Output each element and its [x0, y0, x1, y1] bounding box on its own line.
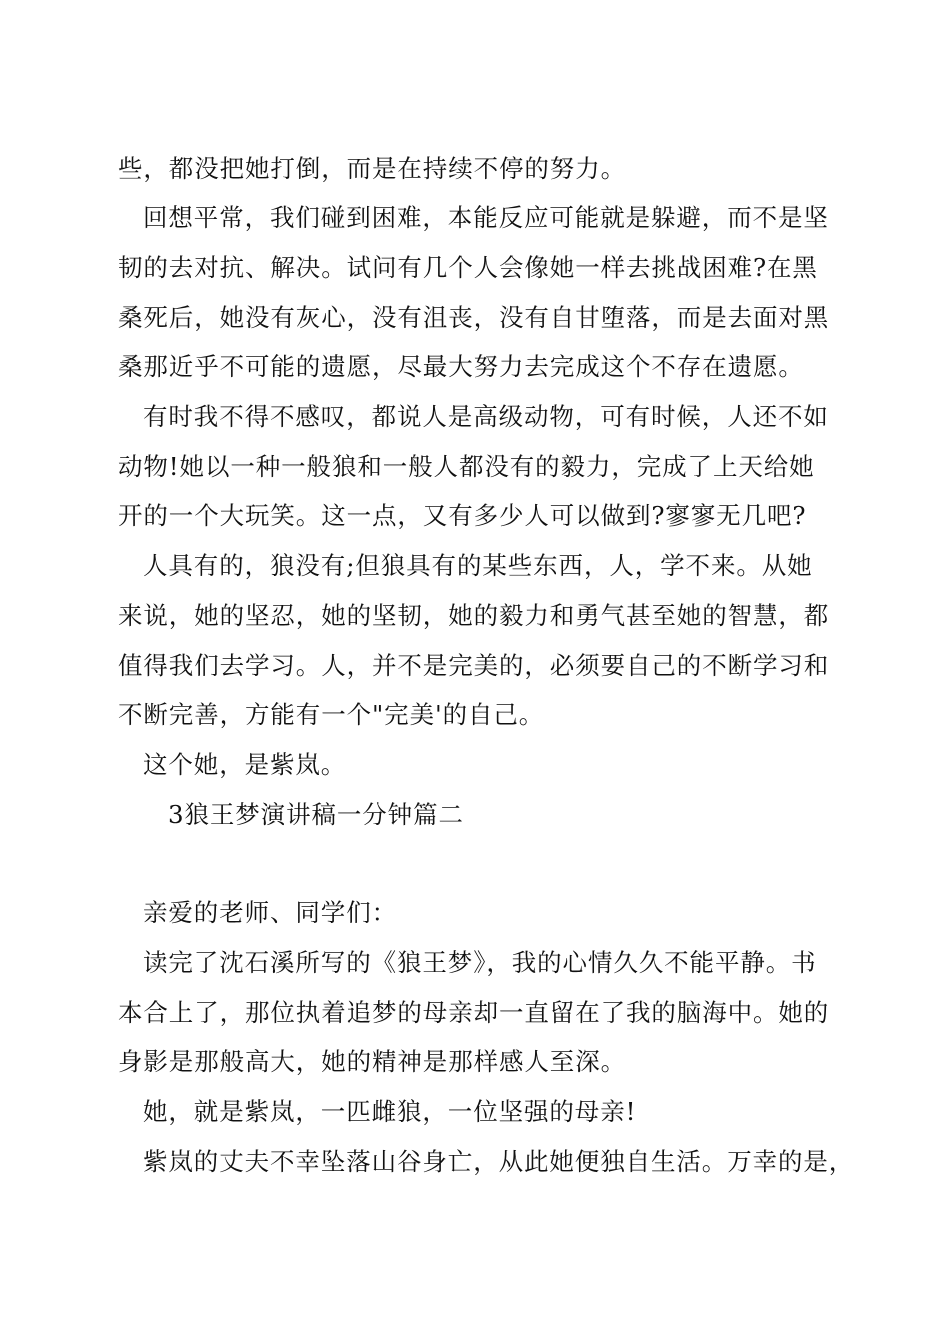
text-line-11: 值得我们去学习。人，并不是完美的，必须要自己的不断学习和 [118, 651, 830, 680]
text-line-5: 桑那近乎不可能的遗愿，尽最大努力去完成这个不存在遗愿。 [118, 352, 804, 381]
text-line-20: 紫岚的丈夫不幸坠落山谷身亡，从此她便独自生活。万幸的是， [143, 1147, 855, 1176]
text-line-12: 不断完善，方能有一个"完美'的自己。 [118, 700, 545, 729]
text-line-13: 这个她，是紫岚。 [143, 750, 347, 779]
text-line-16: 读完了沈石溪所写的《狼王梦》，我的心情久久不能平静。书 [143, 948, 817, 977]
text-line-1: 些，都没把她打倒，而是在持续不停的努力。 [118, 154, 626, 183]
text-line-3: 韧的去对抗、解决。试问有几个人会像她一样去挑战困难?在黑 [118, 253, 818, 282]
text-line-7: 动物!她以一种一般狼和一般人都没有的毅力，完成了上天给她 [118, 452, 815, 481]
text-line-19: 她，就是紫岚，一匹雌狼，一位坚强的母亲! [143, 1097, 637, 1126]
text-line-6: 有时我不得不感叹，都说人是高级动物，可有时候，人还不如 [143, 402, 829, 431]
section-heading: 3狼王梦演讲稿一分钟篇二 [168, 800, 464, 829]
text-line-10: 来说，她的坚忍，她的坚韧，她的毅力和勇气甚至她的智慧，都 [118, 601, 830, 630]
text-line-17: 本合上了，那位执着追梦的母亲却一直留在了我的脑海中。她的 [118, 998, 830, 1027]
text-line-18: 身影是那般高大，她的精神是那样感人至深。 [118, 1047, 626, 1076]
text-line-2: 回想平常，我们碰到困难，本能反应可能就是躲避，而不是坚 [143, 203, 829, 232]
text-line-9: 人具有的，狼没有;但狼具有的某些东西，人，学不来。从她 [143, 551, 813, 580]
text-line-4: 桑死后，她没有灰心，没有沮丧，没有自甘堕落，而是去面对黑 [118, 303, 830, 332]
text-line-8: 开的一个大玩笑。这一点，又有多少人可以做到?寥寥无几吧? [118, 501, 807, 530]
salutation: 亲爱的老师、同学们： [143, 898, 397, 927]
